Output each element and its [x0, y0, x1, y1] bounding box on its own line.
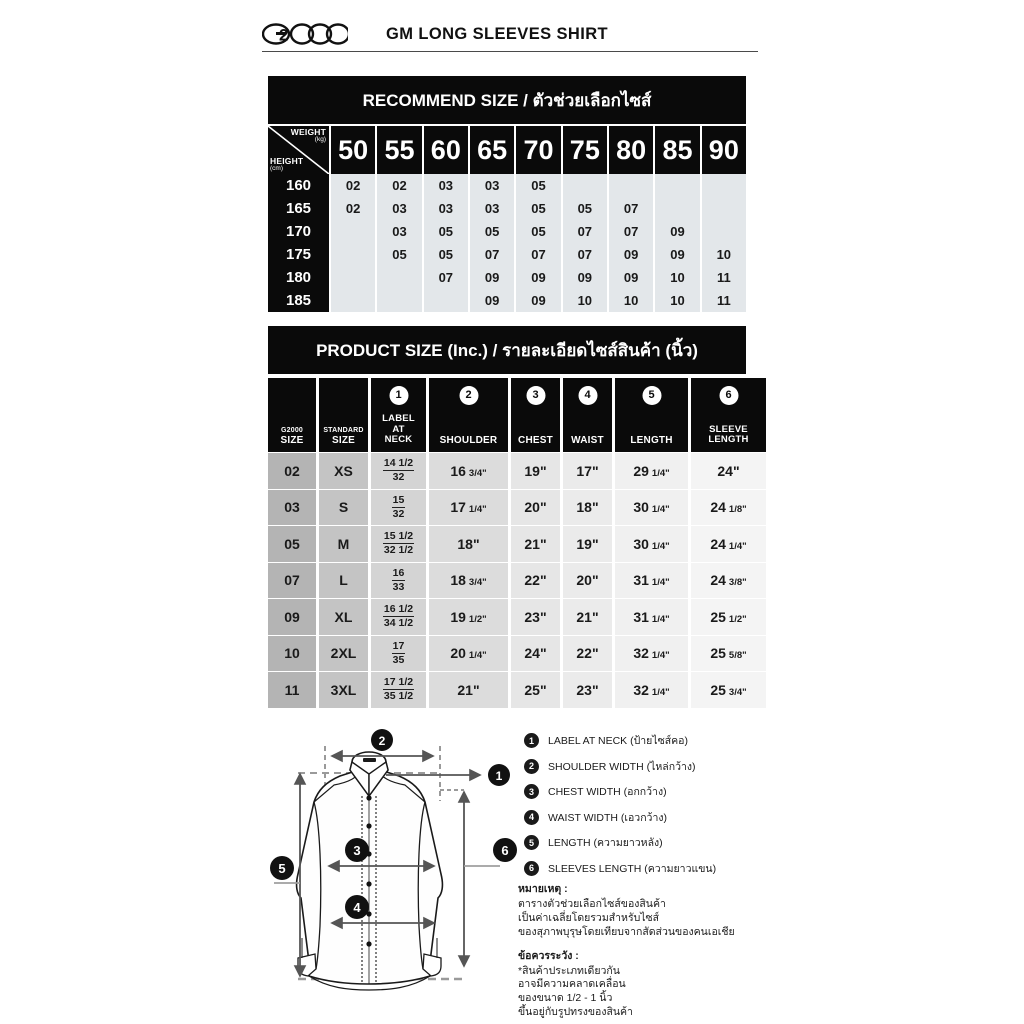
matrix-height-header: 170 — [268, 220, 329, 243]
col-header-small: G2000 — [280, 426, 304, 434]
cell-chest: 23" — [508, 598, 560, 635]
cell-length: 31 1/4" — [612, 598, 688, 635]
matrix-cell: 07 — [514, 243, 560, 266]
col-badge-6: 6 — [719, 386, 738, 405]
matrix-cell: 02 — [329, 197, 375, 220]
note-heading: หมายเหตุ : — [518, 883, 568, 895]
matrix-cell: 07 — [422, 266, 468, 289]
svg-text:5: 5 — [278, 861, 286, 876]
cell-label-at-neck: 16 33 — [368, 562, 426, 599]
matrix-weight-header: 75 — [561, 126, 607, 174]
page-header — [262, 14, 758, 54]
matrix-cell: 05 — [422, 220, 468, 243]
product-col-header-sleeve-length — [688, 378, 766, 452]
matrix-cell: 09 — [468, 289, 514, 312]
cell-label-at-neck: 15 32 — [368, 489, 426, 526]
matrix-cell — [375, 289, 421, 312]
diagram-marker-1 — [488, 764, 510, 786]
cell-sleeve-length: 25 1/2" — [688, 598, 766, 635]
legend-label: WAIST WIDTH (เอวกว้าง) — [548, 811, 667, 824]
product-col-header-chest — [508, 378, 560, 452]
cell-length: 30 1/4" — [612, 525, 688, 562]
cell-label-at-neck: 17 1/2 35 1/2 — [368, 671, 426, 708]
g2000-logo-icon — [262, 21, 348, 47]
matrix-cell: 09 — [607, 266, 653, 289]
matrix-weight-header: 50 — [329, 126, 375, 174]
note-line: ตารางตัวช่วยเลือกไซส์ของสินค้า — [518, 898, 666, 910]
cell-standard-size: L — [316, 562, 368, 599]
matrix-cell: 09 — [607, 243, 653, 266]
cell-length: 29 1/4" — [612, 452, 688, 489]
cell-standard-size: 2XL — [316, 635, 368, 672]
cell-waist: 19" — [560, 525, 612, 562]
cell-shoulder: 16 3/4" — [426, 452, 508, 489]
product-col-header-label-at-neck — [368, 378, 426, 452]
legend-label: LENGTH (ความยาวหลัง) — [548, 837, 663, 849]
matrix-cell — [653, 174, 699, 197]
note-line: ของสุภาพบุรุษโดยเทียบจากสัดส่วนของคนเอเชีย — [518, 925, 735, 938]
cell-standard-size: XL — [316, 598, 368, 635]
legend-badge-3: 3 — [524, 784, 539, 799]
matrix-cell — [375, 266, 421, 289]
matrix-cell: 09 — [514, 289, 560, 312]
legend-label: SHOULDER WIDTH (ไหล่กว้าง) — [548, 760, 696, 773]
cell-waist: 20" — [560, 562, 612, 599]
cell-sleeve-length: 24" — [688, 452, 766, 489]
recommend-size-matrix — [268, 126, 746, 312]
matrix-cell: 03 — [468, 174, 514, 197]
matrix-cell — [653, 197, 699, 220]
matrix-cell: 09 — [653, 243, 699, 266]
svg-text:3: 3 — [353, 843, 361, 858]
matrix-cell: 03 — [422, 197, 468, 220]
legend-item-2 — [524, 758, 774, 775]
cell-sleeve-length: 25 3/4" — [688, 671, 766, 708]
legend-badge-5: 5 — [524, 835, 539, 850]
matrix-cell — [700, 197, 746, 220]
matrix-cell — [607, 174, 653, 197]
legend-badge-2: 2 — [524, 759, 539, 774]
col-badge-2: 2 — [459, 386, 478, 405]
matrix-height-header: 185 — [268, 289, 329, 312]
matrix-cell — [700, 220, 746, 243]
matrix-cell: 09 — [468, 266, 514, 289]
matrix-weight-header: 90 — [700, 126, 746, 174]
matrix-cell: 05 — [375, 243, 421, 266]
cell-shoulder: 20 1/4" — [426, 635, 508, 672]
svg-text:2: 2 — [378, 734, 386, 748]
matrix-cell: 03 — [375, 220, 421, 243]
cell-chest: 22" — [508, 562, 560, 599]
svg-text:1: 1 — [495, 769, 503, 783]
cell-label-at-neck: 16 1/2 34 1/2 — [368, 598, 426, 635]
cell-label-at-neck: 15 1/2 32 1/2 — [368, 525, 426, 562]
matrix-cell — [422, 289, 468, 312]
cell-length: 32 1/4" — [612, 671, 688, 708]
product-col-header-length — [612, 378, 688, 452]
cell-waist: 18" — [560, 489, 612, 526]
cell-shoulder: 18" — [426, 525, 508, 562]
matrix-cell: 05 — [468, 220, 514, 243]
svg-text:6: 6 — [501, 843, 509, 858]
matrix-cell: 11 — [700, 266, 746, 289]
cell-chest: 24" — [508, 635, 560, 672]
matrix-cell — [700, 174, 746, 197]
col-header-small: STANDARD — [323, 426, 364, 434]
cell-g2000-size: 03 — [268, 489, 316, 526]
cell-g2000-size: 10 — [268, 635, 316, 672]
cell-standard-size: XS — [316, 452, 368, 489]
matrix-cell: 03 — [468, 197, 514, 220]
cell-chest: 25" — [508, 671, 560, 708]
cell-chest: 19" — [508, 452, 560, 489]
matrix-cell: 07 — [561, 220, 607, 243]
product-size-table — [268, 378, 749, 710]
legend-item-3 — [524, 783, 774, 800]
cell-g2000-size: 02 — [268, 452, 316, 489]
matrix-cell: 07 — [607, 220, 653, 243]
cell-chest: 21" — [508, 525, 560, 562]
legend-label: CHEST WIDTH (อกกว้าง) — [548, 786, 667, 798]
matrix-cell: 05 — [514, 197, 560, 220]
measurement-legend — [524, 732, 774, 885]
note-line: เป็นค่าเฉลี่ยโดยรวมสำหรับไซส์ — [518, 911, 660, 924]
matrix-cell — [329, 289, 375, 312]
cell-label-at-neck: 14 1/2 32 — [368, 452, 426, 489]
matrix-cell: 10 — [653, 266, 699, 289]
matrix-cell: 05 — [422, 243, 468, 266]
cell-g2000-size: 11 — [268, 671, 316, 708]
legend-label: SLEEVES LENGTH (ความยาวแขน) — [548, 862, 717, 875]
shirt-measurement-diagram — [268, 726, 524, 1018]
diagram-marker-4 — [345, 895, 369, 919]
legend-item-4 — [524, 809, 774, 826]
matrix-cell: 10 — [561, 289, 607, 312]
product-size-title: PRODUCT SIZE (Inc.) / รายละเอียดไซส์สินค้า (นิ้ว) — [268, 326, 746, 374]
cell-length: 30 1/4" — [612, 489, 688, 526]
matrix-weight-header: 80 — [607, 126, 653, 174]
diagram-marker-6 — [493, 838, 517, 862]
cell-g2000-size: 07 — [268, 562, 316, 599]
legend-badge-4: 4 — [524, 810, 539, 825]
matrix-cell: 07 — [607, 197, 653, 220]
product-col-header-waist — [560, 378, 612, 452]
header-divider — [262, 51, 758, 52]
cell-g2000-size: 09 — [268, 598, 316, 635]
legend-item-1 — [524, 732, 774, 749]
cell-waist: 17" — [560, 452, 612, 489]
cell-shoulder: 18 3/4" — [426, 562, 508, 599]
svg-text:4: 4 — [353, 900, 361, 915]
matrix-height-header: 165 — [268, 197, 329, 220]
matrix-cell — [329, 266, 375, 289]
col-badge-3: 3 — [526, 386, 545, 405]
matrix-cell — [329, 220, 375, 243]
col-badge-5: 5 — [642, 386, 661, 405]
cell-sleeve-length: 24 1/4" — [688, 525, 766, 562]
cell-sleeve-length: 24 3/8" — [688, 562, 766, 599]
matrix-cell: 09 — [653, 220, 699, 243]
legend-badge-6: 6 — [524, 861, 539, 876]
legend-item-6 — [524, 860, 774, 877]
cell-standard-size: S — [316, 489, 368, 526]
matrix-height-header: 180 — [268, 266, 329, 289]
matrix-cell: 09 — [514, 266, 560, 289]
matrix-cell: 05 — [561, 197, 607, 220]
notes-block — [518, 880, 780, 1020]
matrix-weight-header: 65 — [468, 126, 514, 174]
col-header-main: CHEST — [518, 434, 553, 446]
matrix-cell: 02 — [375, 174, 421, 197]
col-badge-4: 4 — [578, 386, 597, 405]
warning-line: ของขนาด 1/2 - 1 นิ้ว — [518, 992, 613, 1005]
matrix-height-header: 175 — [268, 243, 329, 266]
svg-text:2: 2 — [279, 25, 289, 45]
cell-sleeve-length: 25 5/8" — [688, 635, 766, 672]
cell-shoulder: 19 1/2" — [426, 598, 508, 635]
matrix-cell: 10 — [653, 289, 699, 312]
col-header-main: LABEL AT NECK — [382, 413, 415, 446]
legend-label: LABEL AT NECK (ป้ายไซส์คอ) — [548, 735, 688, 747]
cell-standard-size: 3XL — [316, 671, 368, 708]
warning-line: ขึ้นอยู่กับรูปทรงของสินค้า — [518, 1006, 633, 1019]
warning-heading: ข้อควรระวัง : — [518, 949, 579, 962]
col-badge-1: 1 — [389, 386, 408, 405]
matrix-weight-header: 55 — [375, 126, 421, 174]
cell-g2000-size: 05 — [268, 525, 316, 562]
matrix-cell: 03 — [375, 197, 421, 220]
matrix-cell: 07 — [468, 243, 514, 266]
matrix-weight-header: 60 — [422, 126, 468, 174]
matrix-cell: 05 — [514, 174, 560, 197]
cell-sleeve-length: 24 1/8" — [688, 489, 766, 526]
diagram-marker-3 — [345, 838, 369, 862]
matrix-weight-header: 85 — [653, 126, 699, 174]
matrix-cell: 11 — [700, 289, 746, 312]
matrix-cell — [561, 174, 607, 197]
col-header-main: WAIST — [571, 434, 604, 446]
matrix-cell — [329, 243, 375, 266]
matrix-cell: 07 — [561, 243, 607, 266]
col-header-main: SLEEVE LENGTH — [708, 423, 749, 446]
matrix-cell: 10 — [700, 243, 746, 266]
diagram-marker-5 — [270, 856, 294, 880]
col-header-main: SHOULDER — [439, 434, 498, 446]
col-header-main: LENGTH — [630, 434, 673, 446]
cell-chest: 20" — [508, 489, 560, 526]
cell-waist: 22" — [560, 635, 612, 672]
recommend-size-title: RECOMMEND SIZE / ตัวช่วยเลือกไซส์ — [268, 76, 746, 124]
product-col-header-shoulder — [426, 378, 508, 452]
col-header-main: SIZE — [280, 434, 304, 446]
cell-shoulder: 17 1/4" — [426, 489, 508, 526]
matrix-cell: 03 — [422, 174, 468, 197]
cell-waist: 21" — [560, 598, 612, 635]
product-col-header-size — [316, 378, 368, 452]
cell-standard-size: M — [316, 525, 368, 562]
page-title: GM LONG SLEEVES SHIRT — [386, 24, 609, 43]
matrix-weight-header: 70 — [514, 126, 560, 174]
product-col-header-size — [268, 378, 316, 452]
cell-length: 32 1/4" — [612, 635, 688, 672]
matrix-cell: 05 — [514, 220, 560, 243]
legend-badge-1: 1 — [524, 733, 539, 748]
cell-waist: 23" — [560, 671, 612, 708]
cell-shoulder: 21" — [426, 671, 508, 708]
warning-line: อาจมีความคลาดเคลื่อน — [518, 978, 626, 991]
cell-length: 31 1/4" — [612, 562, 688, 599]
col-header-main: SIZE — [331, 434, 356, 446]
matrix-cell: 09 — [561, 266, 607, 289]
matrix-cell: 02 — [329, 174, 375, 197]
legend-item-5 — [524, 834, 774, 851]
diagram-marker-2 — [371, 729, 393, 751]
matrix-height-header: 160 — [268, 174, 329, 197]
matrix-corner-cell: WEIGHT (kg) HEIGHT (cm) — [268, 126, 329, 174]
cell-label-at-neck: 17 35 — [368, 635, 426, 672]
matrix-cell: 10 — [607, 289, 653, 312]
warning-line: *สินค้าประเภทเดียวกัน — [518, 964, 620, 977]
